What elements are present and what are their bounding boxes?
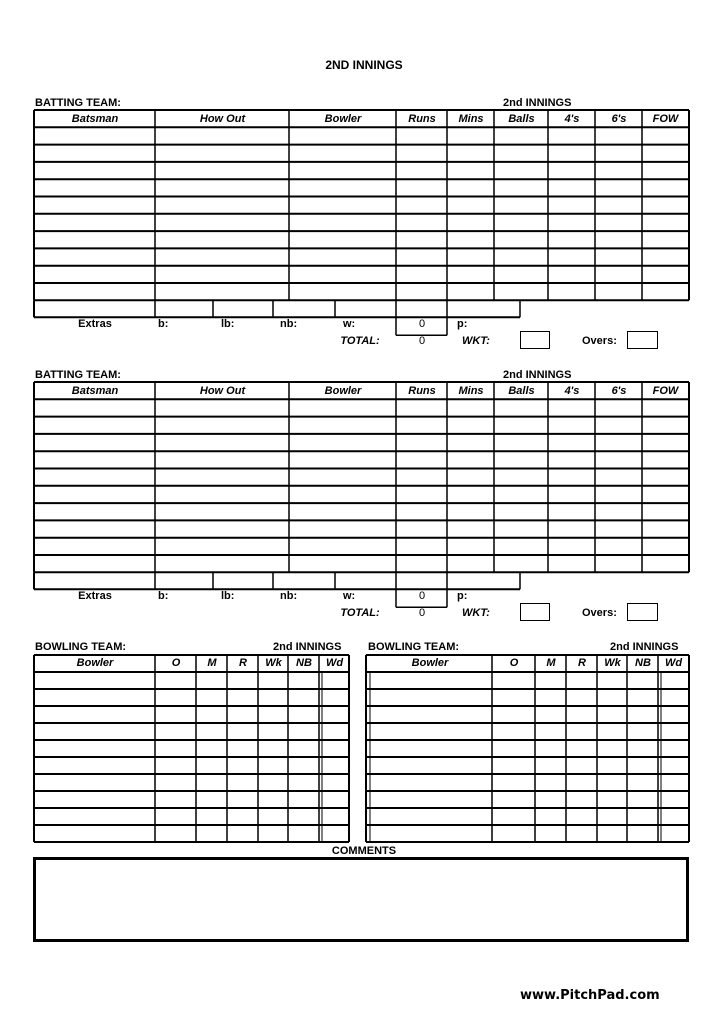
bowl2-col-r: R — [578, 657, 586, 669]
bowl2-col-m: M — [546, 657, 556, 669]
bowl1-col-nb: NB — [296, 657, 312, 669]
overs-label-2: Overs: — [582, 607, 617, 619]
bowl1-col-m: M — [207, 657, 217, 669]
col-bowler-1: Bowler — [324, 113, 362, 125]
total-label-1: TOTAL: — [340, 335, 380, 347]
extras-w-1: w: — [343, 318, 356, 330]
bowl1-col-bowler: Bowler — [76, 657, 114, 669]
col-bowler-2: Bowler — [324, 385, 362, 397]
bowl2-col-wd: Wd — [664, 657, 683, 669]
overs-label-1: Overs: — [582, 335, 617, 347]
col-how-out-1: How Out — [199, 113, 246, 125]
col-fow-2: FOW — [652, 385, 679, 397]
extras-b-1: b: — [158, 318, 169, 330]
col-mins-1: Mins — [458, 113, 484, 125]
col-runs-1: Runs — [408, 113, 436, 125]
extras-w-2: w: — [343, 590, 356, 602]
bowl2-col-bowler: Bowler — [411, 657, 449, 669]
bowl1-col-r: R — [239, 657, 247, 669]
col-balls-1: Balls — [508, 113, 535, 125]
extras-lb-1: lb: — [221, 318, 235, 330]
col-mins-2: Mins — [458, 385, 484, 397]
extras-label-2: Extras — [78, 590, 112, 602]
extras-b-2: b: — [158, 590, 169, 602]
bowling-innings-label-2: 2nd INNINGS — [610, 641, 679, 653]
extras-lb-2: lb: — [221, 590, 235, 602]
total-value-2: 0 — [418, 607, 426, 619]
col-fours-1: 4's — [564, 113, 580, 125]
bowl2-col-o: O — [509, 657, 519, 669]
page-title: 2ND INNINGS — [325, 58, 403, 72]
batting-team-label-1: BATTING TEAM: — [35, 97, 121, 109]
total-value-1: 0 — [418, 335, 426, 347]
bowl2-col-nb: NB — [635, 657, 651, 669]
comments-label: COMMENTS — [331, 845, 397, 857]
extras-p-2: p: — [457, 590, 468, 602]
bowl1-col-o: O — [171, 657, 181, 669]
col-sixes-1: 6's — [611, 113, 627, 125]
bowling-innings-label-1: 2nd INNINGS — [273, 641, 342, 653]
col-batsman-1: Batsman — [71, 113, 119, 125]
footer-url: www.PitchPad.com — [520, 988, 660, 1003]
bowling-team-label-2: BOWLING TEAM: — [368, 641, 460, 653]
bowl1-col-wd: Wd — [325, 657, 344, 669]
extras-w-value-2: 0 — [418, 590, 426, 602]
col-sixes-2: 6's — [611, 385, 627, 397]
bowling-team-label-1: BOWLING TEAM: — [35, 641, 127, 653]
col-how-out-2: How Out — [199, 385, 246, 397]
batting-innings-label-2: 2nd INNINGS — [503, 369, 572, 381]
bowl1-col-wk: Wk — [265, 657, 282, 669]
col-runs-2: Runs — [408, 385, 436, 397]
batting-innings-label-1: 2nd INNINGS — [503, 97, 572, 109]
wkt-label-2: WKT: — [462, 607, 490, 619]
col-batsman-2: Batsman — [71, 385, 119, 397]
extras-w-value-1: 0 — [418, 318, 426, 330]
bowl2-col-wk: Wk — [604, 657, 621, 669]
extras-label-1: Extras — [78, 318, 112, 330]
extras-nb-2: nb: — [280, 590, 298, 602]
col-fow-1: FOW — [652, 113, 679, 125]
extras-nb-1: nb: — [280, 318, 298, 330]
batting-team-label-2: BATTING TEAM: — [35, 369, 121, 381]
wkt-label-1: WKT: — [462, 335, 490, 347]
col-balls-2: Balls — [508, 385, 535, 397]
total-label-2: TOTAL: — [340, 607, 380, 619]
extras-p-1: p: — [457, 318, 468, 330]
col-fours-2: 4's — [564, 385, 580, 397]
